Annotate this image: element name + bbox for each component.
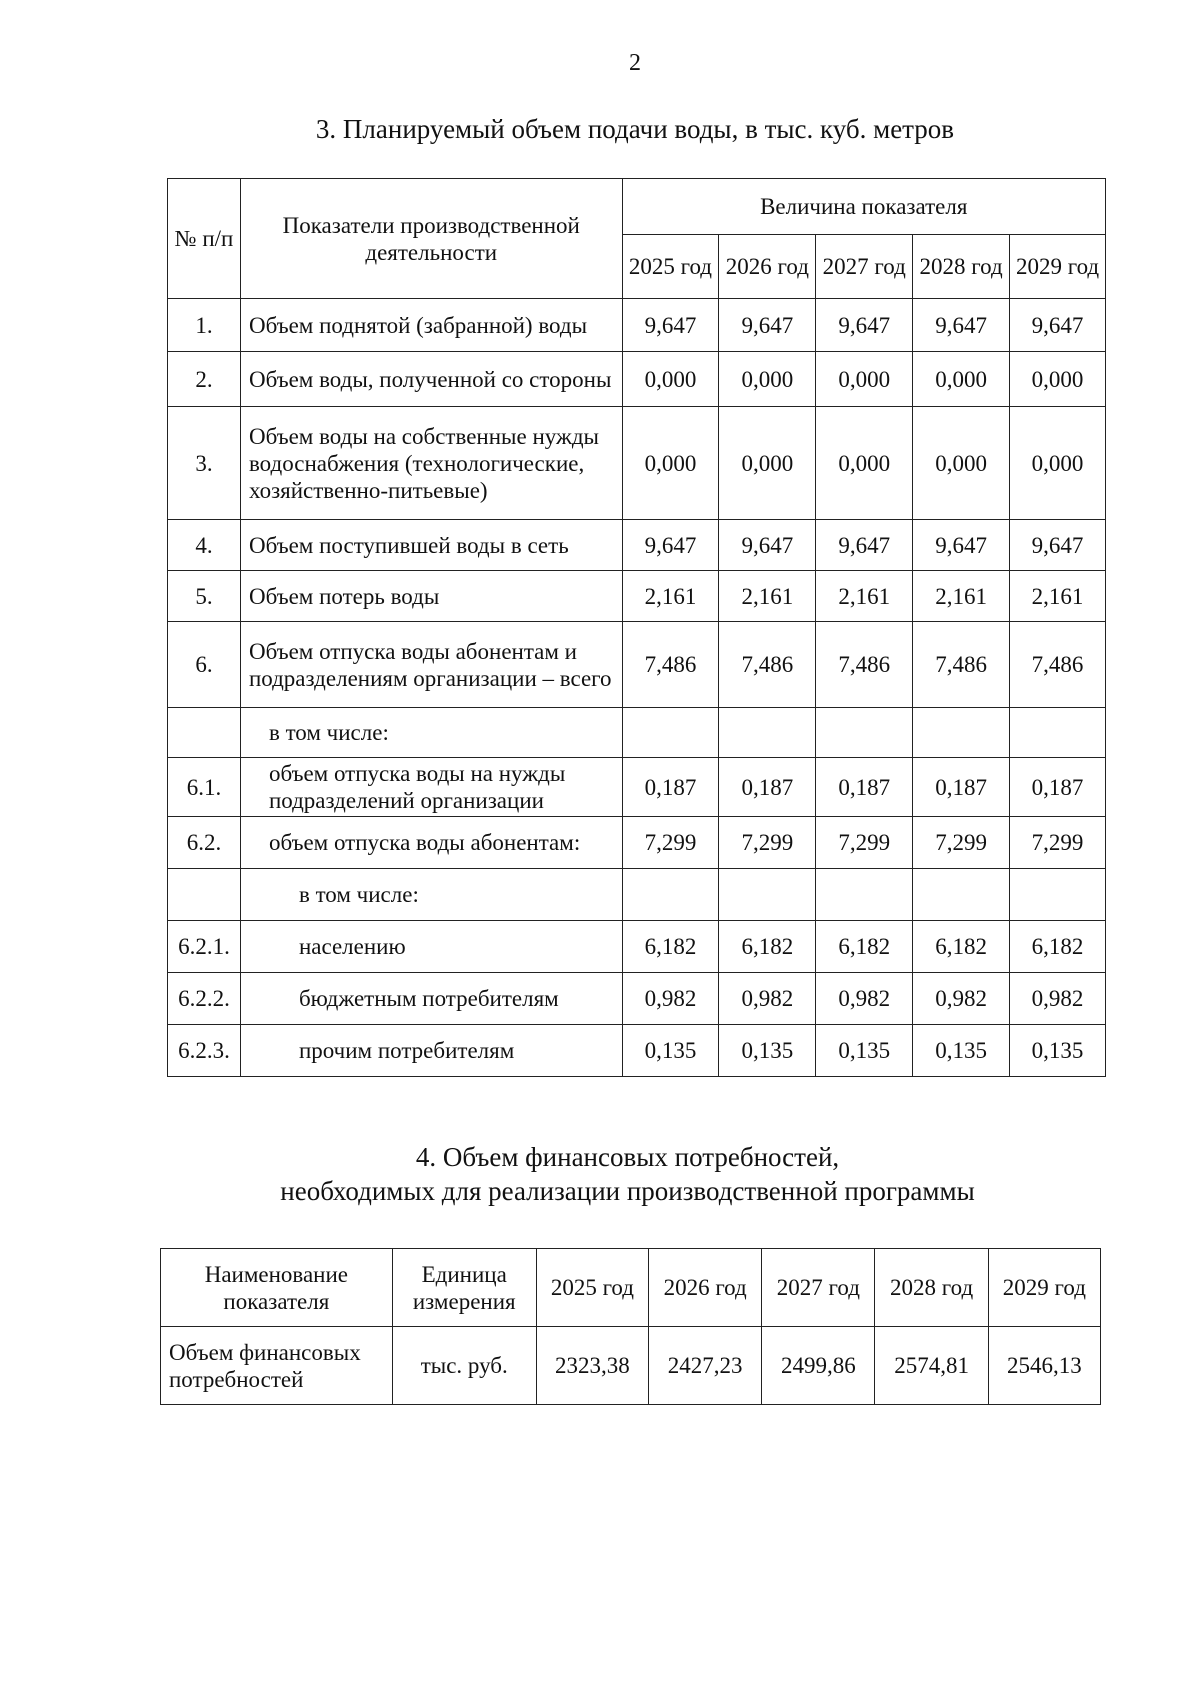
- row-num: [168, 708, 241, 758]
- row-value: 6,182: [622, 921, 719, 973]
- table-row: [168, 758, 1106, 817]
- row-value: 7,299: [622, 817, 719, 869]
- row-indicator: Объем воды на собственные нужды водоснабжения (технологические, хозяйственно-питьевые): [240, 407, 622, 520]
- row-value: 2,161: [816, 571, 913, 622]
- row-value: [1010, 869, 1106, 921]
- row-value: 6,182: [719, 921, 816, 973]
- row-value: [719, 869, 816, 921]
- table-row: [168, 708, 1106, 758]
- row-indicator: в том числе:: [240, 708, 622, 758]
- row-value: 0,187: [816, 758, 913, 817]
- row-value: 0,000: [1010, 352, 1106, 407]
- table-row: [168, 352, 1106, 407]
- header-year: 2027 год: [762, 1249, 875, 1327]
- row-value: 0,982: [913, 973, 1010, 1025]
- row-value: [913, 708, 1010, 758]
- row-value: 0,135: [1010, 1025, 1106, 1077]
- section-4-title: [0, 1140, 1200, 1208]
- row-value: 2323,38: [536, 1327, 648, 1405]
- header-name: Наименование показателя: [161, 1249, 393, 1327]
- table-row: [168, 571, 1106, 622]
- row-num: 6.1.: [168, 758, 241, 817]
- row-value: 0,982: [622, 973, 719, 1025]
- header-value-group: Величина показателя: [622, 179, 1106, 235]
- row-value: 0,000: [816, 352, 913, 407]
- row-value: 2,161: [1010, 571, 1106, 622]
- row-indicator: объем отпуска воды абонентам:: [240, 817, 622, 869]
- row-value: 0,000: [719, 352, 816, 407]
- row-value: [622, 708, 719, 758]
- table-row: [168, 869, 1106, 921]
- row-value: 7,299: [1010, 817, 1106, 869]
- table-header-row: [161, 1249, 1101, 1327]
- row-value: 7,486: [816, 622, 913, 708]
- row-indicator: Объем потерь воды: [240, 571, 622, 622]
- row-num: 6.2.2.: [168, 973, 241, 1025]
- row-value: 2574,81: [875, 1327, 988, 1405]
- row-value: 7,299: [816, 817, 913, 869]
- row-value: 7,299: [913, 817, 1010, 869]
- table-row: [168, 407, 1106, 520]
- row-value: [1010, 708, 1106, 758]
- row-value: 2,161: [913, 571, 1010, 622]
- row-value: 6,182: [913, 921, 1010, 973]
- header-year: 2027 год: [816, 235, 913, 299]
- row-value: 0,000: [913, 407, 1010, 520]
- row-value: 2,161: [719, 571, 816, 622]
- section-4-title-line2: необходимых для реализации производственной программы: [280, 1176, 975, 1206]
- table-row: [168, 622, 1106, 708]
- row-value: 9,647: [913, 520, 1010, 571]
- row-value: [622, 869, 719, 921]
- table-row: [168, 520, 1106, 571]
- row-value: 0,000: [622, 352, 719, 407]
- row-num: 6.2.: [168, 817, 241, 869]
- row-value: 0,000: [913, 352, 1010, 407]
- table-row: [168, 299, 1106, 352]
- table-row: [168, 973, 1106, 1025]
- row-value: 0,187: [622, 758, 719, 817]
- row-indicator: Объем воды, полученной со стороны: [240, 352, 622, 407]
- row-indicator: объем отпуска воды на нужды подразделений организации: [240, 758, 622, 817]
- row-value: 2,161: [622, 571, 719, 622]
- header-year: 2028 год: [913, 235, 1010, 299]
- row-indicator: Объем отпуска воды абонентам и подразделениям организации – всего: [240, 622, 622, 708]
- row-value: 9,647: [622, 520, 719, 571]
- row-num: 6.: [168, 622, 241, 708]
- row-value: 9,647: [816, 299, 913, 352]
- row-indicator: населению: [240, 921, 622, 973]
- row-num: 2.: [168, 352, 241, 407]
- row-value: 0,982: [719, 973, 816, 1025]
- row-value: 7,299: [719, 817, 816, 869]
- section-3-title: 3. Планируемый объем подачи воды, в тыс. куб. метров: [315, 114, 955, 144]
- row-value: 9,647: [816, 520, 913, 571]
- row-num: 6.2.3.: [168, 1025, 241, 1077]
- row-value: 0,135: [622, 1025, 719, 1077]
- row-value: 0,000: [1010, 407, 1106, 520]
- row-value: 0,187: [719, 758, 816, 817]
- row-value: [719, 708, 816, 758]
- row-num: [168, 869, 241, 921]
- row-value: 0,135: [719, 1025, 816, 1077]
- header-num: № п/п: [168, 179, 241, 299]
- row-value: 0,982: [1010, 973, 1106, 1025]
- row-num: 4.: [168, 520, 241, 571]
- page-number: 2: [629, 50, 641, 76]
- header-unit: Единица измерения: [392, 1249, 536, 1327]
- row-value: 0,982: [816, 973, 913, 1025]
- row-value: 0,000: [719, 407, 816, 520]
- row-indicator: Объем поднятой (забранной) воды: [240, 299, 622, 352]
- header-year: 2025 год: [536, 1249, 648, 1327]
- financial-needs-table: [160, 1248, 1101, 1405]
- row-value: [816, 869, 913, 921]
- row-value: [816, 708, 913, 758]
- header-year: 2029 год: [1010, 235, 1106, 299]
- row-value: 2427,23: [649, 1327, 762, 1405]
- row-value: 9,647: [913, 299, 1010, 352]
- row-value: 9,647: [1010, 520, 1106, 571]
- row-num: 1.: [168, 299, 241, 352]
- header-year: 2026 год: [719, 235, 816, 299]
- row-value: 9,647: [622, 299, 719, 352]
- row-name: Объем финансовых потребностей: [161, 1327, 393, 1405]
- row-indicator: в том числе:: [240, 869, 622, 921]
- row-num: 3.: [168, 407, 241, 520]
- row-value: 0,000: [816, 407, 913, 520]
- table-row: [161, 1327, 1101, 1405]
- table-row: [168, 1025, 1106, 1077]
- header-year: 2025 год: [622, 235, 719, 299]
- row-num: 6.2.1.: [168, 921, 241, 973]
- row-value: 9,647: [719, 520, 816, 571]
- row-value: 9,647: [1010, 299, 1106, 352]
- row-value: 9,647: [719, 299, 816, 352]
- header-indicator: Показатели производственной деятельности: [240, 179, 622, 299]
- row-value: 2546,13: [988, 1327, 1100, 1405]
- row-value: 2499,86: [762, 1327, 875, 1405]
- row-num: 5.: [168, 571, 241, 622]
- row-indicator: прочим потребителям: [240, 1025, 622, 1077]
- row-value: [913, 869, 1010, 921]
- table-row: [168, 817, 1106, 869]
- section-4-title-line1: 4. Объем финансовых потребностей,: [415, 1142, 840, 1172]
- row-indicator: Объем поступившей воды в сеть: [240, 520, 622, 571]
- row-value: 7,486: [622, 622, 719, 708]
- row-unit: тыс. руб.: [392, 1327, 536, 1405]
- row-value: 0,187: [1010, 758, 1106, 817]
- water-supply-table: [167, 178, 1106, 1077]
- row-value: 7,486: [913, 622, 1010, 708]
- row-value: 0,000: [622, 407, 719, 520]
- row-value: 6,182: [1010, 921, 1106, 973]
- row-value: 6,182: [816, 921, 913, 973]
- header-year: 2028 год: [875, 1249, 988, 1327]
- row-value: 0,135: [913, 1025, 1010, 1077]
- header-year: 2029 год: [988, 1249, 1100, 1327]
- table-row: [168, 921, 1106, 973]
- row-value: 0,187: [913, 758, 1010, 817]
- row-value: 0,135: [816, 1025, 913, 1077]
- row-value: 7,486: [719, 622, 816, 708]
- header-year: 2026 год: [649, 1249, 762, 1327]
- table-body: [168, 299, 1106, 1077]
- table-header-row: [168, 179, 1106, 235]
- row-value: 7,486: [1010, 622, 1106, 708]
- row-indicator: бюджетным потребителям: [240, 973, 622, 1025]
